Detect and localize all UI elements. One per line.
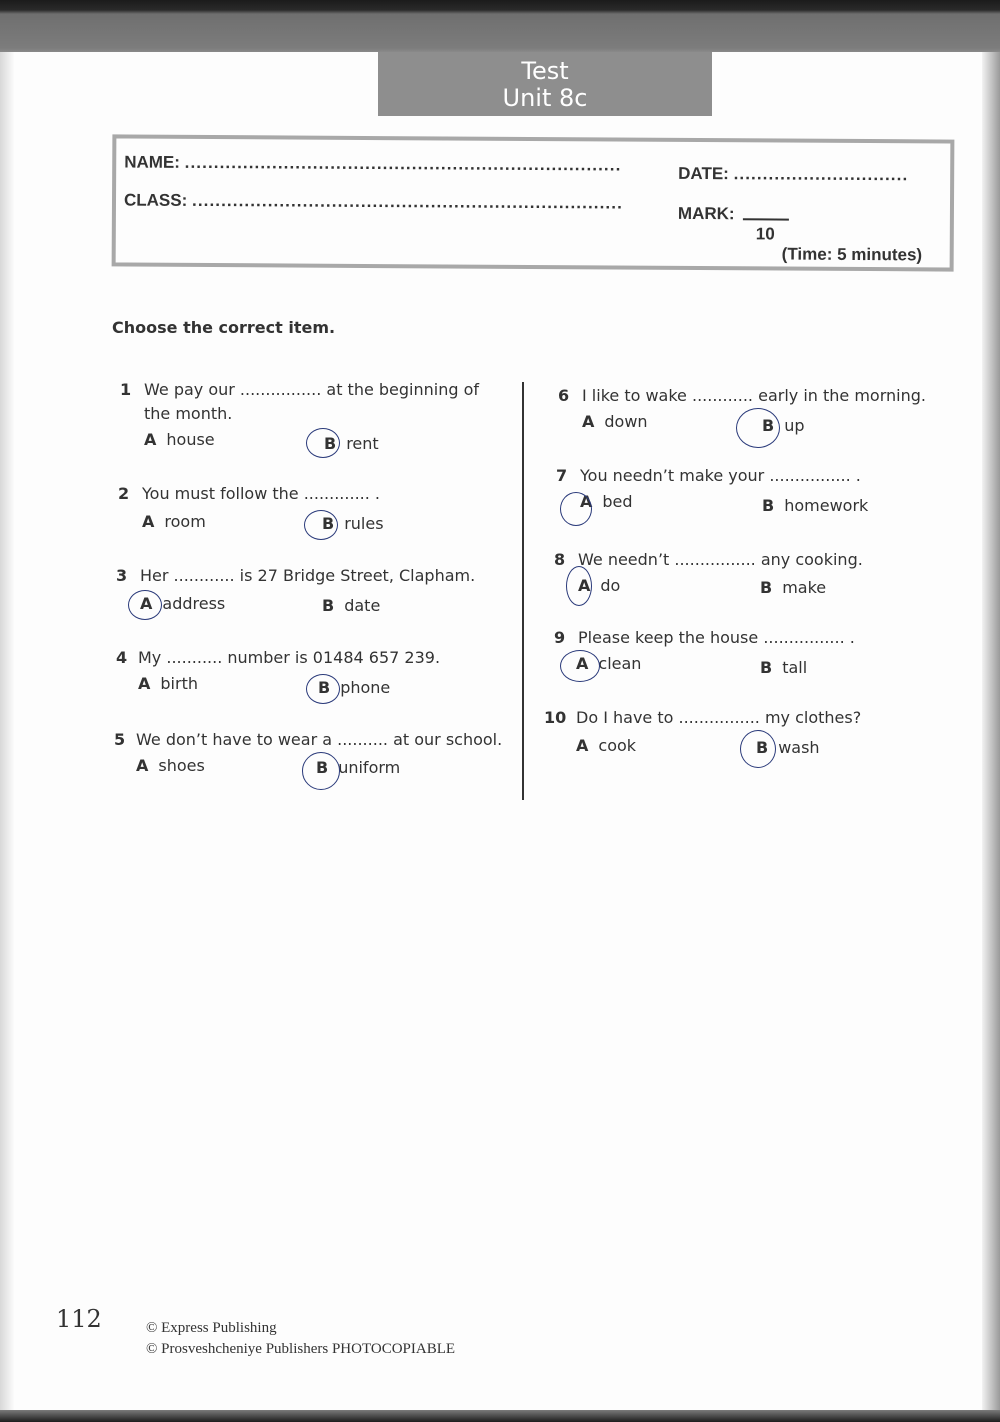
question-6: [558, 386, 958, 446]
question-stem: We needn’t ................ any cooking.: [578, 550, 863, 569]
question-1: [120, 380, 520, 460]
option-b[interactable]: B homework: [762, 496, 869, 515]
answer-circle-mark: [304, 510, 338, 540]
option-b[interactable]: B phone: [318, 678, 391, 697]
option-b[interactable]: B wash: [756, 738, 820, 757]
question-number: 1: [120, 380, 132, 399]
name-dotted-line[interactable]: ...........................................................................: [184, 152, 622, 175]
scan-shadow-bottom: [0, 1410, 1000, 1422]
question-number: 4: [116, 648, 128, 667]
question-stem: Please keep the house ................ .: [578, 628, 855, 647]
date-field[interactable]: [678, 164, 908, 185]
option-a[interactable]: A bed: [580, 492, 633, 511]
page-number: 112: [56, 1305, 102, 1333]
question-number: 2: [118, 484, 130, 503]
scan-shadow-top: [0, 0, 1000, 52]
option-a[interactable]: A address: [140, 594, 226, 613]
question-8: [554, 550, 954, 610]
class-label: CLASS:: [123, 190, 188, 210]
class-dotted-line[interactable]: ..........................................................................: [191, 190, 623, 213]
question-5: [114, 730, 514, 790]
question-number: 9: [554, 628, 566, 647]
date-label: DATE:: [678, 163, 729, 184]
question-number: 8: [554, 550, 566, 569]
scan-shadow-left: [0, 52, 14, 1412]
question-number: 5: [114, 730, 126, 749]
question-number: 3: [116, 566, 128, 585]
question-2: [118, 484, 518, 544]
question-number: 6: [558, 386, 570, 405]
option-b[interactable]: B date: [322, 596, 381, 615]
question-stem: You needn’t make your ................ .: [580, 466, 861, 485]
title-line-test: Test: [521, 57, 569, 85]
option-a[interactable]: A shoes: [136, 756, 205, 775]
question-4: [116, 648, 516, 708]
question-7: [556, 466, 956, 526]
scan-shadow-right: [982, 52, 1000, 1412]
option-b[interactable]: B rules: [322, 514, 384, 533]
answer-circle-mark: [560, 492, 592, 526]
question-stem-cont: the month.: [144, 404, 233, 423]
option-a[interactable]: A clean: [576, 654, 642, 673]
name-field[interactable]: [124, 153, 621, 176]
mark-fraction-line: [743, 218, 789, 220]
option-b[interactable]: B up: [762, 416, 805, 435]
mark-label: MARK:: [677, 203, 735, 224]
title-line-unit: Unit 8c: [502, 84, 588, 112]
title-banner: [378, 52, 712, 116]
answer-circle-mark: [566, 566, 592, 606]
option-b[interactable]: B uniform: [316, 758, 401, 777]
answer-circle-mark: [306, 674, 340, 704]
option-a[interactable]: A room: [142, 512, 206, 531]
column-divider: [522, 382, 524, 800]
question-stem: You must follow the ............. .: [142, 484, 380, 503]
answer-circle-mark: [128, 590, 162, 620]
question-stem: Her ............ is 27 Bridge Street, Clapham.: [140, 566, 476, 585]
mark-field[interactable]: [678, 204, 735, 224]
question-number: 7: [556, 466, 568, 485]
copyright-express: © Express Publishing: [146, 1320, 277, 1336]
copyright-prosveshcheniye: © Prosveshcheniye Publishers PHOTOCOPIABLE: [146, 1341, 456, 1357]
option-a[interactable]: A down: [582, 412, 648, 431]
class-field[interactable]: [124, 191, 623, 214]
option-b[interactable]: B make: [760, 578, 827, 597]
question-stem: Do I have to ................ my clothes?: [576, 708, 862, 727]
instruction-text: Choose the correct item.: [112, 318, 336, 337]
question-9: [554, 628, 954, 688]
answer-circle-mark: [736, 408, 780, 448]
answer-circle-mark: [306, 428, 340, 458]
question-stem: We pay our ................ at the beginning of: [144, 380, 480, 399]
name-label: NAME:: [124, 152, 181, 172]
option-b[interactable]: B tall: [760, 658, 808, 677]
mark-denominator: 10: [755, 224, 775, 244]
question-stem: My ........... number is 01484 657 239.: [138, 648, 441, 667]
answer-circle-mark: [302, 752, 340, 790]
answer-circle-mark: [740, 730, 776, 768]
option-a[interactable]: A house: [144, 430, 215, 449]
student-info-box: [112, 134, 955, 271]
question-10: [544, 708, 944, 768]
option-a[interactable]: A do: [578, 576, 621, 595]
option-b[interactable]: B rent: [324, 434, 379, 453]
question-3: [116, 566, 516, 626]
question-stem: We don’t have to wear a .......... at our school.: [136, 730, 503, 749]
time-note: (Time: 5 minutes): [781, 244, 923, 265]
question-number: 10: [544, 708, 567, 727]
question-stem: I like to wake ............ early in the morning.: [582, 386, 926, 405]
option-a[interactable]: A cook: [576, 736, 637, 755]
option-a[interactable]: A birth: [138, 674, 198, 693]
date-dotted-line[interactable]: ..............................: [733, 164, 909, 185]
answer-circle-mark: [560, 650, 600, 682]
